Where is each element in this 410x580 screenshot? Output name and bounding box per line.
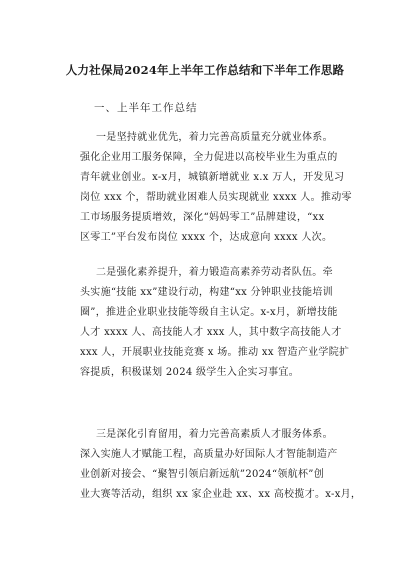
paragraph-line: 容提质，积极谋划 2024 级学生入企实习事宜。 xyxy=(80,367,300,378)
paragraph-talent xyxy=(80,425,362,505)
paragraph-line: xxx 人，开展职业技能竞赛 x 场。推动 xx 智造产业学院扩 xyxy=(80,347,350,358)
paragraph-line: 一是坚持就业优先，着力完善高质量充分就业体系。 xyxy=(96,132,333,143)
paragraph-line: 岗位 xxx 个，帮助就业困难人员实现就业 xxxx 人。推动零 xyxy=(80,192,352,203)
section-heading: 一、上半年工作总结 xyxy=(94,102,198,114)
paragraph-employment xyxy=(80,128,350,248)
paragraph-line: 区零工”平台发布岗位 xxxx 个，达成意向 xxxx 人次。 xyxy=(80,232,333,243)
paragraph-line: 青年就业创业。x-x月，城镇新增就业 x.x 万人，开发见习 xyxy=(80,172,345,183)
paragraph-line: 深入实施人才赋能工程，高质量办好国际人才智能制造产 xyxy=(80,449,338,460)
paragraph-line: 工市场服务提质增效，深化“妈妈零工”品牌建设，“xx xyxy=(80,212,325,223)
paragraph-line: 圈”，推进企业职业技能等级自主认定。x-x月，新增技能 xyxy=(80,307,338,318)
paragraph-line: 强化企业用工服务保障，全力促进以高校毕业生为重点的 xyxy=(80,152,338,163)
paragraph-line: 三是深化引育留用，着力完善高素质人才服务体系。 xyxy=(96,429,333,440)
paragraph-skills xyxy=(80,263,350,383)
paragraph-line: 业创新对接会、“聚智引领启新远航”2024“领航杯”创 xyxy=(80,469,324,480)
paragraph-line: 头实施“技能 xx”建设行动，构建“xx 分钟职业技能培训 xyxy=(80,287,333,298)
paragraph-line: 业大赛等活动，组织 xx 家企业赴 xx、xx 高校揽才。x-x月， xyxy=(80,489,362,500)
document-title: 人力社保局2024年上半年工作总结和下半年工作思路 xyxy=(65,63,345,77)
paragraph-line: 人才 xxxx 人、高技能人才 xxx 人，其中数字高技能人才 xyxy=(80,327,342,338)
paragraph-line: 二是强化素养提升，着力锻造高素养劳动者队伍。牵 xyxy=(96,267,333,278)
